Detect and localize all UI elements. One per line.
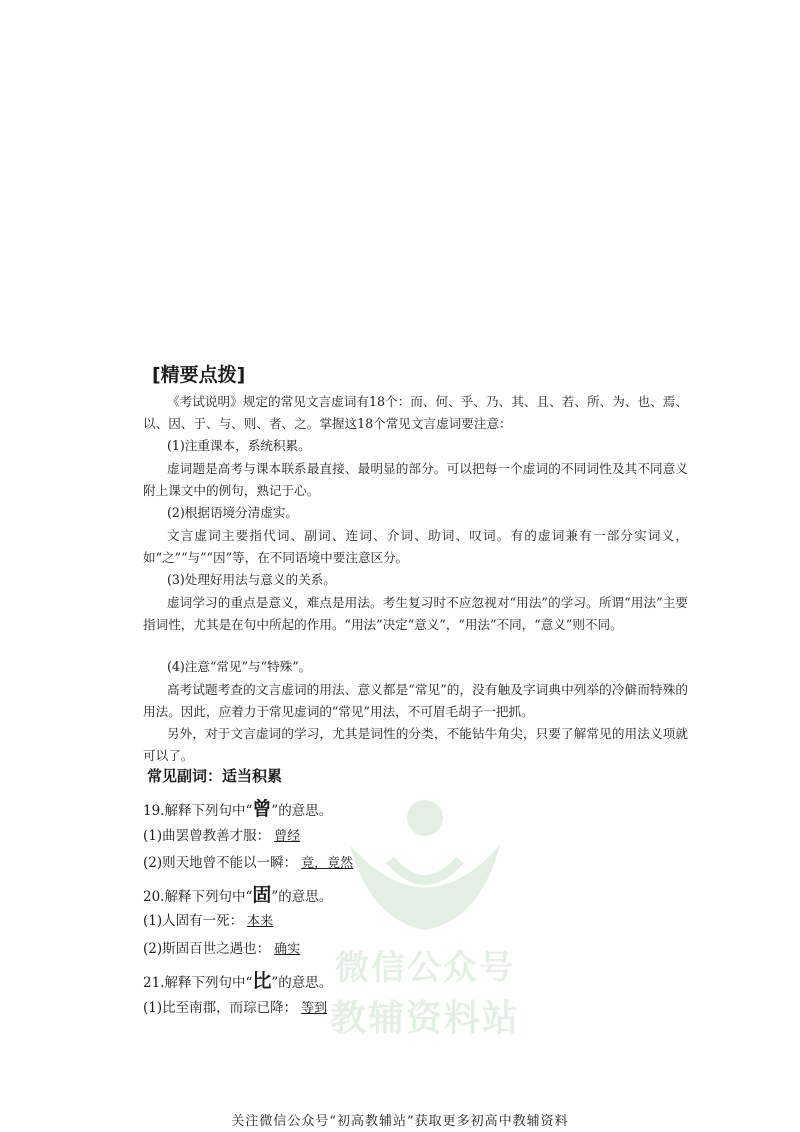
question-19-item-2 — [143, 851, 353, 871]
item-answer: 曾经 — [274, 829, 301, 844]
item-sentence: (1)人固有一死： — [143, 913, 244, 929]
point-2-body: 文言虚词主要指代词、副词、连词、介词、助词、叹词。有的虚词兼有一部分实词义，如“之”“与”“因”等，在不同语境中要注意区分。 — [143, 528, 688, 565]
question-19-prompt — [143, 794, 332, 821]
question-20-item-2 — [143, 937, 300, 957]
question-20-item-1 — [143, 909, 273, 929]
item-sentence: (1)曲罢曾教善才服： — [143, 828, 271, 844]
item-answer: 确实 — [274, 942, 301, 957]
question-suffix: ”的意思。 — [271, 803, 333, 819]
paragraph-intro: 《考试说明》规定的常见文言虚词有18个：而、何、乎、乃、其、且、若、所、为、也、焉、以、因、于、与、则、者、之。掌握这18个常见文言虚词要注意： — [143, 394, 688, 431]
paragraph-closing: 另外，对于文言虚词的学习，尤其是词性的分类，不能钻牛角尖，只要了解常见的用法义项就可以了。 — [143, 726, 688, 763]
point-1-heading: (1)注重课本，系统积累。 — [166, 438, 311, 453]
question-21-prompt — [143, 966, 332, 993]
question-20-prompt — [143, 880, 332, 907]
point-3-body: 虚词学习的重点是意义，难点是用法。考生复习时不应忽视对“用法”的学习。所谓“用法”主要指词性，尤其是在句中所起的作用。“用法”决定“意义”，“用法”不同，“意义”则不同。 — [143, 595, 688, 632]
question-prefix: 19.解释下列句中“ — [143, 803, 253, 819]
question-19-item-1 — [143, 824, 300, 844]
watermark-line2: 教辅资料站 — [330, 998, 521, 1039]
watermark-line1: 微信公众号 — [335, 948, 515, 988]
point-4-heading: (4)注意“常见”与“特殊”。 — [166, 659, 312, 674]
question-char: 曾 — [252, 798, 272, 820]
question-char: 比 — [252, 970, 272, 992]
point-1-body: 虚词题是高考与课本联系最直接、最明显的部分。可以把每一个虚词的不同词性及其不同意义附上课文中的例句，熟记于心。 — [143, 461, 688, 498]
point-3-heading: (3)处理好用法与意义的关系。 — [166, 572, 336, 587]
question-char: 固 — [252, 884, 272, 906]
item-sentence: (2)斯固百世之遇也： — [143, 941, 271, 957]
question-prefix: 20.解释下列句中“ — [143, 889, 253, 905]
question-prefix: 21.解释下列句中“ — [143, 975, 253, 991]
watermark-logo-icon — [330, 790, 520, 940]
question-suffix: ”的意思。 — [271, 889, 333, 905]
item-answer: 本来 — [247, 914, 274, 929]
page-footer: 关注微信公众号“初高教辅站”获取更多初高中教辅资料 — [231, 1114, 569, 1129]
item-sentence: (1)比至南郡，而琮已降： — [143, 1000, 298, 1016]
watermark — [330, 790, 520, 1060]
item-sentence: (2)则天地曾不能以一瞬： — [143, 855, 298, 871]
question-21-item-1 — [143, 996, 327, 1016]
section-title: [精要点拨] — [152, 364, 246, 386]
item-answer: 竟，竟然 — [301, 856, 354, 871]
point-4-body: 高考试题考查的文言虚词的用法、意义都是“常见”的，没有触及字词典中列举的冷僻而特殊的用法。因此，应着力于常见虚词的“常见”用法，不可眉毛胡子一把抓。 — [143, 682, 688, 719]
item-answer: 等到 — [301, 1001, 328, 1016]
point-2-heading: (2)根据语境分清虚实。 — [166, 505, 299, 520]
sub-title: 常见副词：适当积累 — [147, 767, 283, 785]
question-suffix: ”的意思。 — [271, 975, 333, 991]
